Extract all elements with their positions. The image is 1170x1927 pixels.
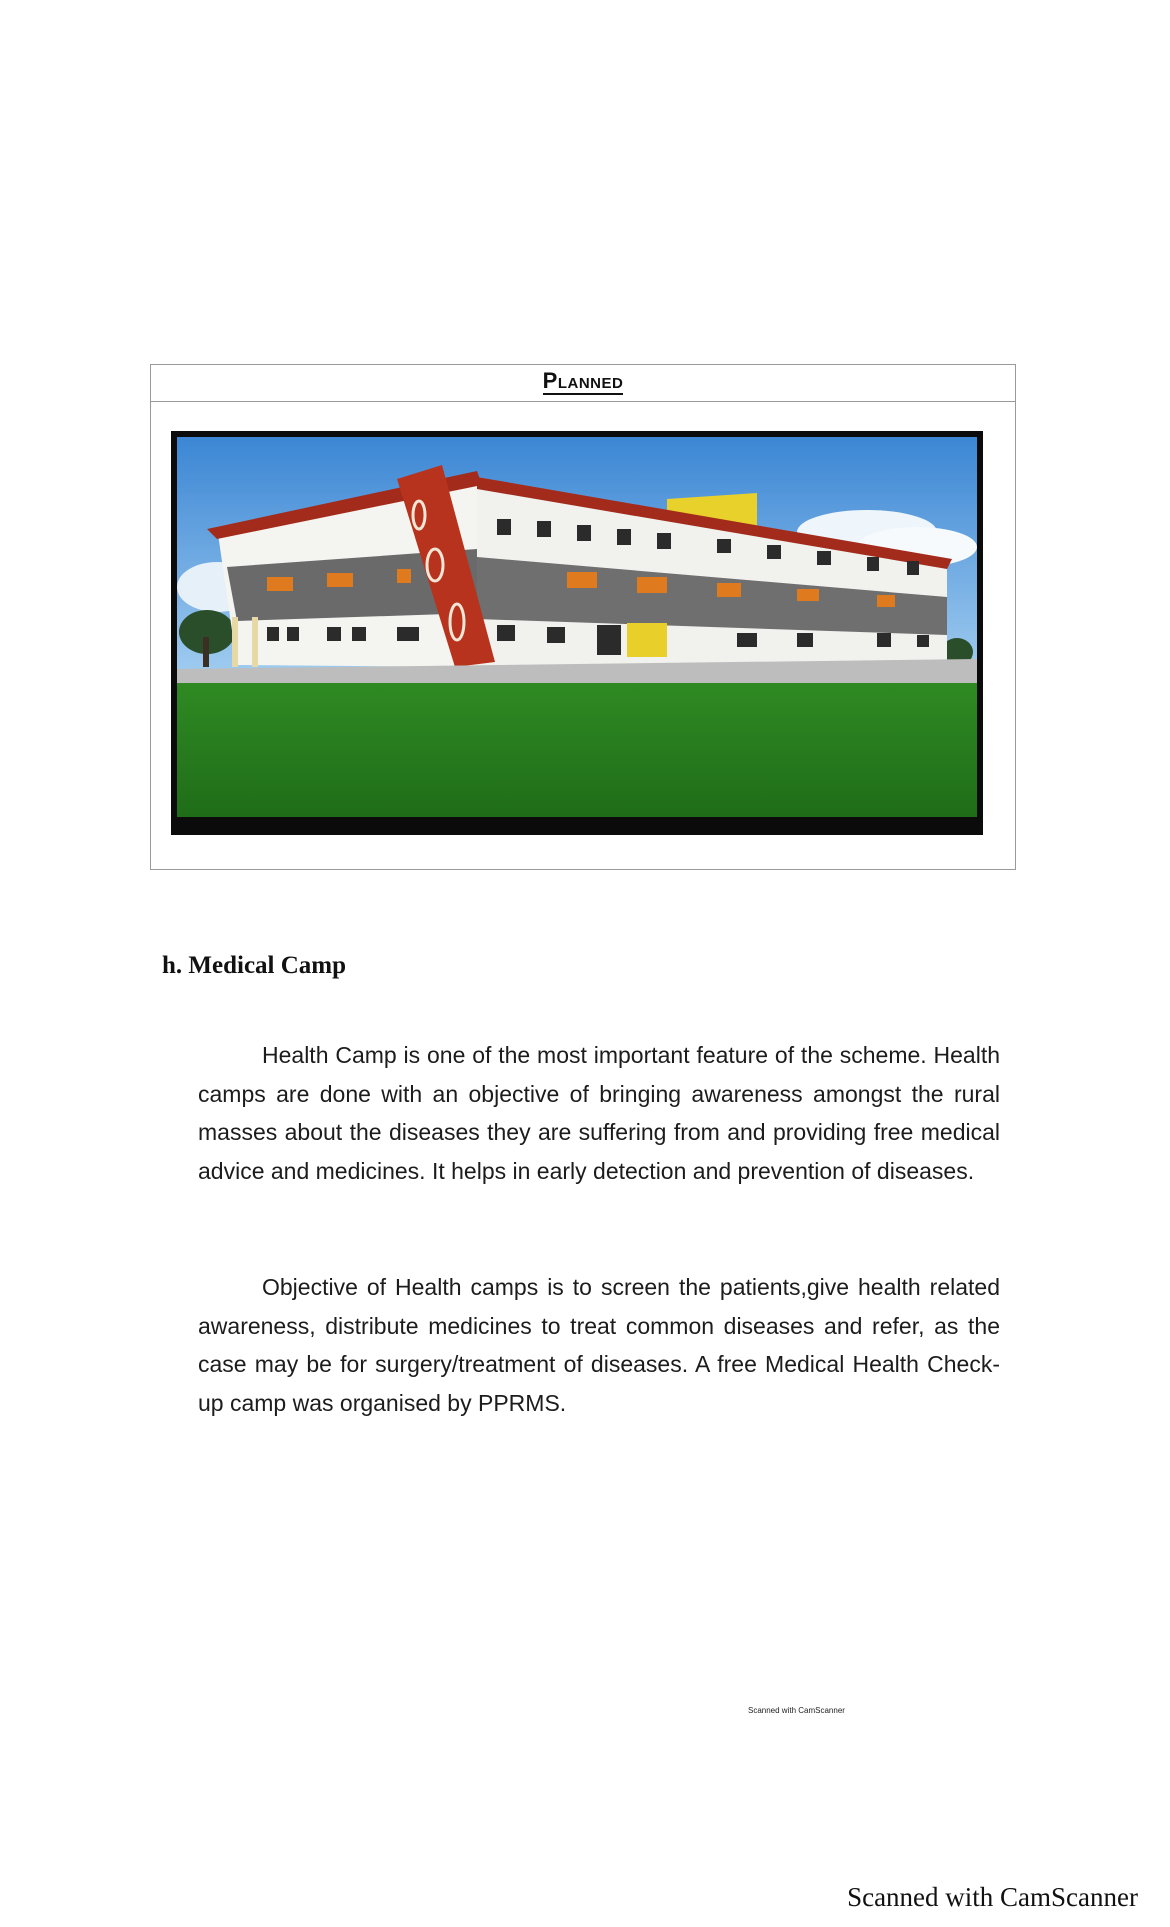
figure-header xyxy=(151,365,1015,402)
figure-title: Planned xyxy=(542,368,624,393)
render-caption-strip xyxy=(177,819,977,833)
paragraph-health-camp: Health Camp is one of the most important feature of the scheme. Health camps are done with an objective of bringing awareness amongst the rural masses about the diseases they are suffering from and providing free medical advice and medicines. It helps in early detection and prevention of diseases. xyxy=(198,1042,1000,1184)
section-heading: h. Medical Camp xyxy=(162,952,347,979)
planned-figure xyxy=(150,364,1016,870)
building-render-image xyxy=(171,431,983,835)
camscanner-small-watermark: Scanned with CamScanner xyxy=(748,1706,845,1715)
building-rendering xyxy=(177,437,977,817)
paragraph-objective: Objective of Health camps is to screen the patients,give health related awareness, distribute medicines to treat common diseases and refer, as the case may be for surgery/treatment of diseases. A free Medical Health Check-up camp was organised by PPRMS. xyxy=(198,1274,1000,1416)
camscanner-footer-watermark: Scanned with CamScanner xyxy=(847,1882,1138,1912)
